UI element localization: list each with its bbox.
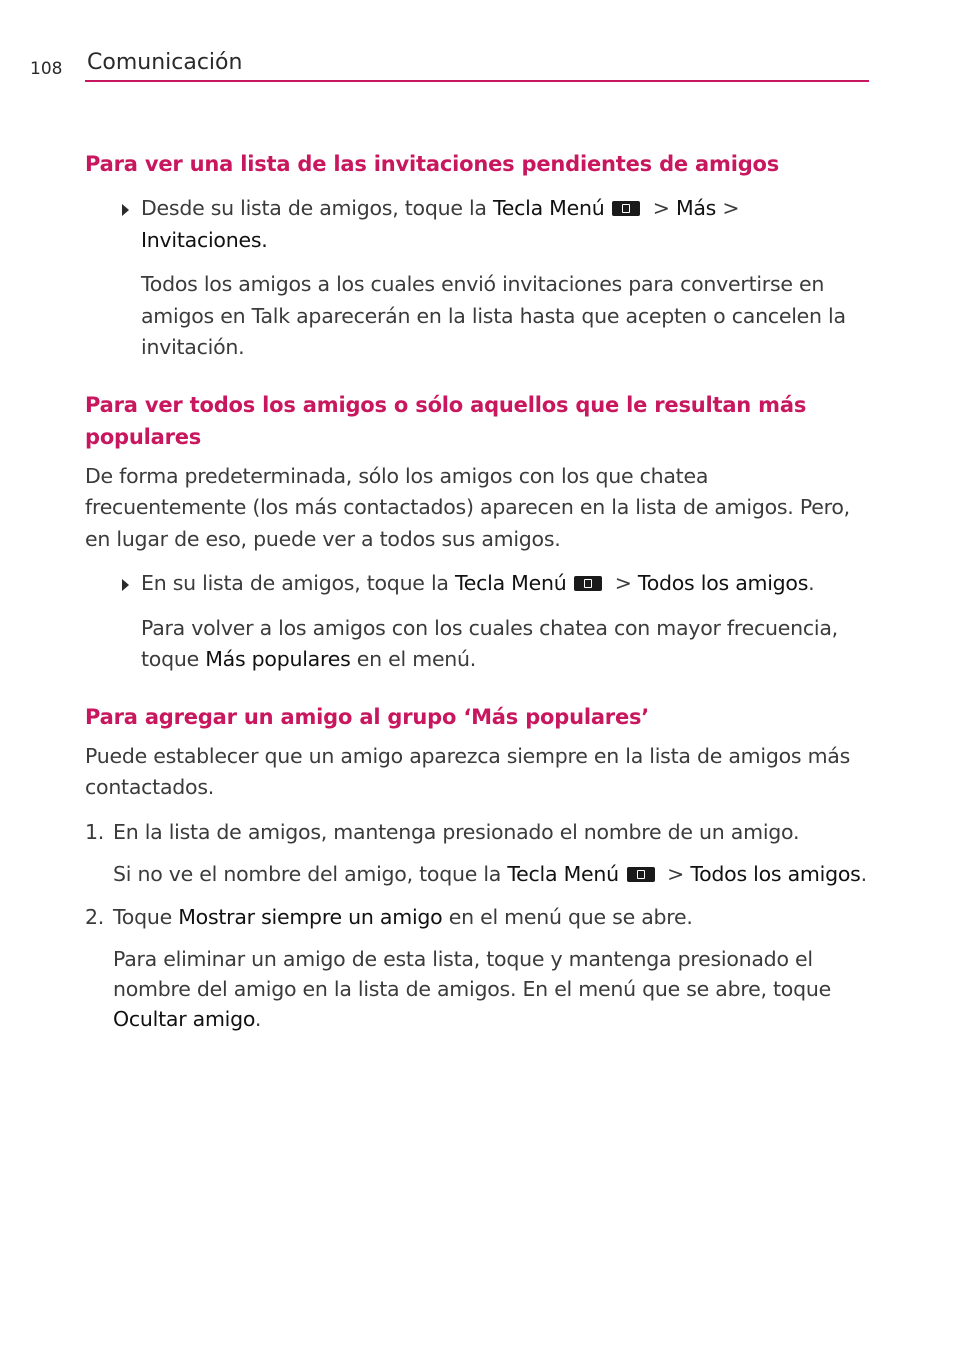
mas-label: Más xyxy=(675,196,717,220)
period: . xyxy=(254,1007,262,1031)
menu-key-icon xyxy=(574,576,602,591)
hide-friend-label: Ocultar amigo xyxy=(113,1007,255,1031)
step-text: en el menú que se abre. xyxy=(442,904,693,929)
note-text: Para volver a los amigos con los cuales chatea con mayor frecuencia, toque xyxy=(141,615,838,671)
page-number: 108 xyxy=(30,59,63,79)
bullet-invitations xyxy=(85,193,875,256)
step-number: 1. xyxy=(85,819,105,844)
heading-pending-invitations: Para ver una lista de las invitaciones pendientes de amigos xyxy=(85,152,780,176)
step-2 xyxy=(85,902,875,934)
note-text: Para eliminar un amigo de esta lista, toque y mantenga presionado el nombre del amigo en la lista de amigos. En el menú que se abre, toque xyxy=(113,947,831,1001)
all-friends-label: Todos los amigos xyxy=(690,862,861,886)
note-text: en el menú. xyxy=(350,647,477,671)
note-invitations: Todos los amigos a los cuales envió invitaciones para convertirse en amigos en Talk aparecerán en la lista hasta que acepten o cancelen la invitación. xyxy=(141,272,846,359)
bullet-text: Desde su lista de amigos, toque la xyxy=(141,196,493,220)
menu-key-label: Tecla Menú xyxy=(507,862,619,886)
bullet-all-friends xyxy=(85,568,875,600)
separator: > xyxy=(660,862,691,886)
triangle-bullet-icon xyxy=(122,204,129,216)
period: . xyxy=(808,571,815,595)
heading-add-popular: Para agregar un amigo al grupo ‘Más populares’ xyxy=(85,704,650,729)
step-text: En la lista de amigos, mantenga presionado el nombre de un amigo. xyxy=(113,819,800,844)
period: . xyxy=(860,862,867,886)
show-always-label: Mostrar siempre un amigo xyxy=(178,904,443,929)
step-number: 2. xyxy=(85,904,105,929)
step-text: Toque xyxy=(113,904,179,929)
triangle-bullet-icon xyxy=(122,579,129,591)
separator: > xyxy=(608,571,638,595)
menu-key-icon xyxy=(612,201,640,216)
step-1-note xyxy=(85,859,875,891)
header-rule xyxy=(85,80,869,82)
menu-key-label: Tecla Menú xyxy=(454,571,567,595)
heading-all-friends: Para ver todos los amigos o sólo aquellos que le resultan más populares xyxy=(85,392,807,449)
intro-all-friends: De forma predeterminada, sólo los amigos con los que chatea frecuentemente (los más contactados) aparecen en la lista de amigos. Pero, en lugar de eso, puede ver a todos sus amigos. xyxy=(85,463,850,551)
section-title: Comunicación xyxy=(87,50,243,75)
intro-add-popular: Puede establecer que un amigo aparezca siempre en la lista de amigos más contactados. xyxy=(85,743,851,799)
all-friends-label: Todos los amigos xyxy=(637,571,809,595)
note-text: Si no ve el nombre del amigo, toque la xyxy=(113,862,508,886)
note-most-popular xyxy=(85,613,875,676)
invitations-label: Invitaciones. xyxy=(141,227,268,252)
page-content xyxy=(85,148,875,1034)
separator: > xyxy=(716,196,740,220)
step-1 xyxy=(85,817,875,849)
menu-key-icon xyxy=(627,867,655,882)
separator: > xyxy=(646,196,676,220)
bullet-text: En su lista de amigos, toque la xyxy=(141,571,455,595)
most-popular-label: Más populares xyxy=(205,647,351,671)
step-2-note xyxy=(85,944,875,1034)
menu-key-label: Tecla Menú xyxy=(492,196,605,220)
